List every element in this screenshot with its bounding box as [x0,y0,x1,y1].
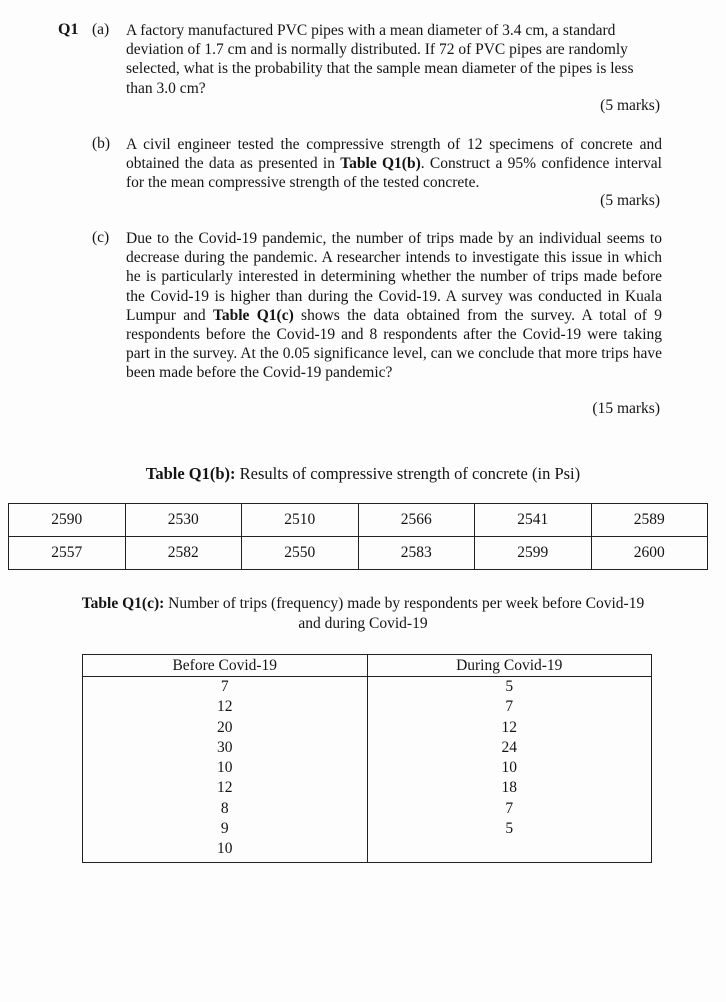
table-cell: 2530 [125,504,242,537]
during-value: 24 [501,738,517,756]
part-b-text [126,135,662,193]
table-q1c-caption-line1 [0,594,726,614]
part-a [92,21,662,98]
part-c [92,229,662,383]
part-a-text [126,21,662,98]
during-value: 5 [505,820,514,838]
table-cell: 2589 [591,504,708,537]
table-cell: 2583 [358,537,475,570]
table-q1b-caption [0,464,726,484]
table-cell: 2510 [242,504,359,537]
before-value: 7 [220,678,229,695]
part-a-line: selected, what is the probability that the sample mean diameter of the pipes is less [126,60,634,78]
column-header-during: During Covid-19 [367,655,652,677]
before-value: 9 [220,820,229,838]
table-row [9,537,708,570]
table-q1b-caption-label: Table Q1(b): [145,464,236,483]
table-q1c-caption-line2: and during Covid-19 [298,614,428,632]
table-cell: 2582 [125,537,242,570]
table-cell: 2557 [9,537,126,570]
table-q1c-caption-text: Number of trips (frequency) made by respondents per week before Covid-19 [164,595,645,612]
table-header-row [83,655,652,677]
during-value: 7 [505,698,514,716]
before-value: 12 [217,779,233,797]
part-b-text-start: A civil engineer tested the compressive strength of 12 specimens of concrete and obtained the data as presented in [126,136,662,173]
part-a-marks: (5 marks) [600,97,660,114]
part-a-letter: (a) [92,21,110,38]
during-value: 7 [505,799,514,817]
part-c-text [126,229,662,383]
table-q1c [82,654,652,863]
table-cell: 2541 [475,504,592,537]
part-c-marks: (15 marks) [592,400,660,417]
table-q1c-caption-label: Table Q1(c): [81,595,165,612]
table-row [9,504,708,537]
before-value: 12 [217,698,233,716]
table-row [83,677,652,863]
part-a-line: than 3.0 cm? [126,79,206,97]
during-value: 12 [501,718,517,736]
part-a-line: A factory manufactured PVC pipes with a mean diameter of 3.4 cm, a standard [126,22,616,39]
table-cell: 2599 [475,537,592,570]
before-value: 10 [217,840,233,858]
column-header-before: Before Covid-19 [83,655,368,677]
part-b-marks: (5 marks) [600,192,660,209]
part-c-text-start: Due to the Covid-19 pandemic, the number of trips made by an individual seems to decrease during the pandemic. A researcher intends to investigate this issue in which he is particularly interested in determining whether the number of trips made before the Covid-19 is higher than during the Covid-19. A survey was conducted in Kuala Lumpur and [126,230,662,324]
part-a-line: deviation of 1.7 cm and is normally distributed. If 72 of PVC pipes are randomly [126,41,628,59]
during-value: 5 [505,678,514,695]
table-cell: 2590 [9,504,126,537]
table-cell: 2566 [358,504,475,537]
part-c-letter: (c) [92,229,110,246]
question-label: Q1 [58,21,79,38]
during-value: 10 [501,759,517,777]
table-q1c-reference: Table Q1(c) [212,306,294,324]
table-q1b [8,503,708,570]
before-value: 10 [217,759,233,777]
table-cell: 2600 [591,537,708,570]
before-column [83,677,368,863]
during-value: 18 [501,779,517,797]
part-b-letter: (b) [92,135,111,152]
table-cell: 2550 [242,537,359,570]
part-b [92,135,662,193]
before-value: 20 [217,718,233,736]
part-b-text-end: . Construct a 95% confidence interval for the mean compressive strength of the tested concrete. [126,155,662,192]
before-value: 8 [220,799,229,817]
table-q1b-reference: Table Q1(b) [340,155,421,173]
part-c-text-end: shows the data obtained from the survey. A total of 9 respondents before the Covid-19 and 8 respondents after the Covid-19 were taking part in the survey. At the 0.05 significance level, can we conclude that more trips have been made before the Covid-19 pandemic? [126,306,662,382]
table-q1c-caption [0,594,726,633]
before-value: 30 [217,738,233,756]
during-column [367,677,652,863]
table-q1b-caption-text: Results of compressive strength of concrete (in Psi) [235,464,581,483]
